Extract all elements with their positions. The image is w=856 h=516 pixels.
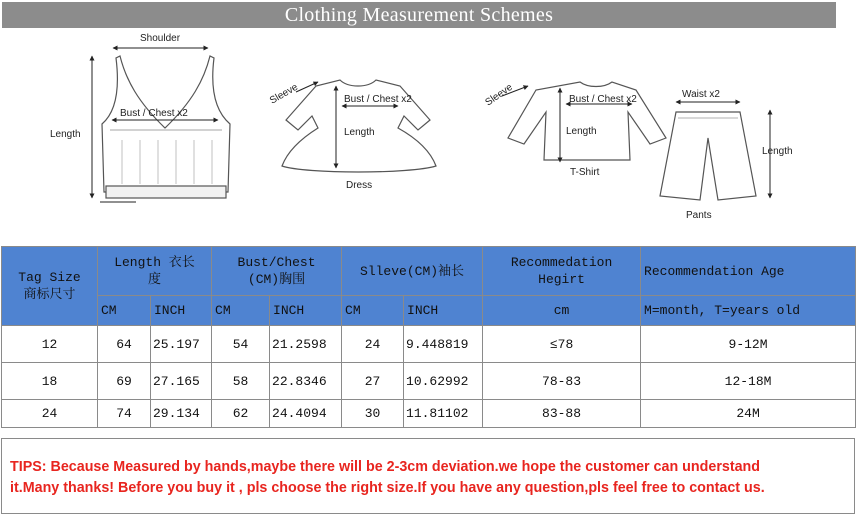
cell-sleeve-inch: 11.81102 [404,400,483,428]
page-title: Clothing Measurement Schemes [284,4,554,26]
cell-sleeve-cm: 30 [342,400,404,428]
table-row [2,363,856,400]
tips-box [1,438,855,514]
table-row [2,400,856,428]
dress-caption: Dress [346,180,373,191]
subheader-bust-inch: INCH [270,296,342,326]
header-length-label: Length 衣长 [114,255,195,270]
vest-bust-label: Bust / Chest x2 [120,108,188,119]
measurement-illustrations [0,30,856,246]
title-banner [2,2,836,28]
subheader-length-inch: INCH [151,296,212,326]
pants-caption: Pants [686,210,712,221]
tshirt-caption: T-Shirt [570,167,600,178]
cell-age: 9-12M [641,326,856,363]
header-bust-cn: (CM)胸围 [247,272,306,287]
cell-height: 83-88 [483,400,641,428]
header-rec-height [483,247,641,296]
cell-height: 78-83 [483,363,641,400]
header-rec-height-label-2: Hegirt [538,272,585,287]
subheader-age-note: M=month, T=years old [641,296,856,326]
cell-length-cm: 69 [98,363,151,400]
vest-diagram [92,48,230,202]
dress-sleeve-label: Sleeve [268,81,300,107]
header-bust-label: Bust/Chest [237,255,316,270]
header-sleeve-label: Slleve(CM)袖长 [360,263,465,279]
cell-length-inch: 25.197 [151,326,212,363]
cell-length-cm: 74 [98,400,151,428]
cell-tag: 12 [2,326,98,363]
header-tag-size-label: Tag Size [18,270,81,285]
subheader-height-unit: cm [483,296,641,326]
cell-tag: 24 [2,400,98,428]
pants-waist-label: Waist x2 [682,89,720,100]
cell-sleeve-inch: 10.62992 [404,363,483,400]
cell-height: ≤78 [483,326,641,363]
tips-line-2: it.Many thanks! Before you buy it , pls choose the right size.If you have any question,pls feel free to contact us. [10,480,765,496]
header-bust [212,247,342,296]
tips-line-1: TIPS: Because Measured by hands,maybe there will be 2-3cm deviation.we hope the customer can understand [10,459,761,475]
table-row [2,326,856,363]
header-rec-age-label: Recommendation Age [644,263,785,279]
vest-shoulder-label: Shoulder [140,33,181,44]
subheader-bust-cm: CM [212,296,270,326]
pants-length-label: Length [762,146,793,157]
header-rec-height-label: Recommedation [510,255,613,270]
dress-bust-label: Bust / Chest x2 [344,94,412,105]
cell-bust-cm: 62 [212,400,270,428]
cell-sleeve-cm: 27 [342,363,404,400]
subheader-sleeve-inch: INCH [404,296,483,326]
cell-age: 12-18M [641,363,856,400]
vest-length-label: Length [50,129,81,140]
tips-text [10,457,850,499]
cell-age: 24M [641,400,856,428]
cell-bust-cm: 58 [212,363,270,400]
header-length [98,247,212,296]
cell-bust-inch: 21.2598 [270,326,342,363]
tshirt-length-label: Length [566,126,597,137]
cell-length-inch: 27.165 [151,363,212,400]
header-length-cn: 度 [148,272,162,287]
header-rec-age [641,247,856,296]
header-sleeve [342,247,483,296]
size-chart-table [1,246,856,428]
dress-length-label: Length [344,127,375,138]
cell-tag: 18 [2,363,98,400]
cell-sleeve-inch: 9.448819 [404,326,483,363]
tshirt-sleeve-label: Sleeve [483,81,515,109]
subheader-sleeve-cm: CM [342,296,404,326]
tshirt-bust-label: Bust / Chest x2 [569,94,637,105]
cell-length-cm: 64 [98,326,151,363]
cell-bust-inch: 24.4094 [270,400,342,428]
header-tag-size [2,247,98,326]
subheader-length-cm: CM [98,296,151,326]
cell-bust-cm: 54 [212,326,270,363]
header-tag-size-cn: 商标尺寸 [23,287,76,302]
cell-length-inch: 29.134 [151,400,212,428]
cell-bust-inch: 22.8346 [270,363,342,400]
pants-diagram [660,102,770,200]
cell-sleeve-cm: 24 [342,326,404,363]
